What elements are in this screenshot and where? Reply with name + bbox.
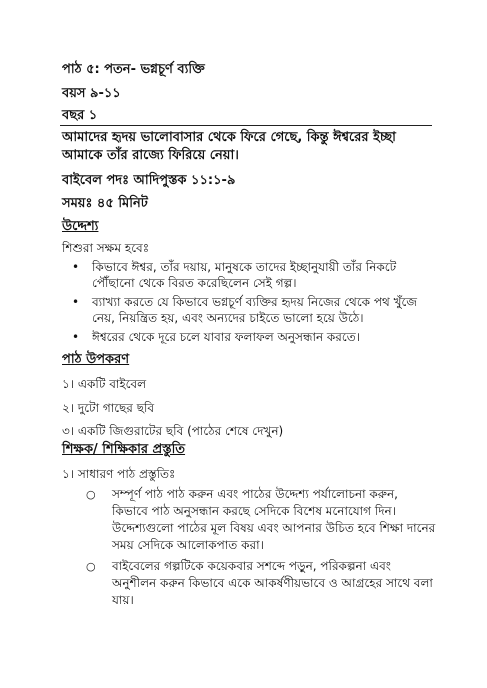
objectives-intro: শিশুরা সক্ষম হবেঃ (62, 241, 150, 255)
objective-text: ব্যাখ্যা করতে যে কিভাবে ভগ্নচূর্ণ ব্যক্তির হৃদয় নিজের থেকে পথ খুঁজে নেয়, নিয়ন্ত্রিত হয়, এবং অন্যদের চাইতে ভালো হয়ে উঠে। (92, 295, 418, 325)
objective-text: কিভাবে ঈশ্বর, তাঁর দয়ায়, মানুষকে তাদের ইচ্ছানুযায়ী তাঁর নিকটে পৌঁছানো থেকে বিরত করেছিলেন সেই গল্প। (92, 260, 397, 290)
material-item: ২। দুটো গাছের ছবি (62, 401, 155, 415)
lesson-duration: সময়ঃ ৪৫ মিনিট (62, 196, 148, 211)
material-item: ১। একটি বাইবেল (62, 377, 147, 391)
prep-text: বাইবেলের গল্পটিকে কয়েকবার সশব্দে পড়ুন, পরিকল্পনা এবং অনুশীলন করুন কিভাবে একে আকর্ষণীয়ভাবে ও আগ্রহের সাথে বলা যায়। (112, 559, 433, 607)
list-item (62, 329, 437, 345)
materials-heading: পাঠ উপকরণ (62, 352, 130, 367)
material-item: ৩। একটি জিগুরাটের ছবি (পাঠের শেষে দেখুন) (62, 424, 284, 438)
bullet-dot-icon: • (72, 330, 80, 344)
bullet-dot-icon: • (72, 260, 80, 274)
teacher-prep-heading: শিক্ষক/ শিক্ষিকার প্রস্তুতি (62, 442, 186, 457)
list-item (62, 259, 437, 291)
hollow-circle-icon: ○ (86, 488, 96, 501)
teacher-prep-list (84, 486, 436, 613)
year-label: বছর ১ (62, 108, 98, 123)
prep-text: সম্পূর্ণ পাঠ পাঠ করুন এবং পাঠের উদ্দেশ্য পর্যালোচনা করুন, কিভাবে পাঠ অনুসন্ধান করছে সেদিকে বিশেষ মনোযোগ দিন। উদ্দেশ্যগুলো পাঠের মূল বিষয় এবং আপনার উচিত হবে শিক্ষা দানের সময় সেদিকে আলোকপাত করা। (112, 487, 436, 552)
bullet-dot-icon: • (72, 295, 80, 309)
objectives-heading: উদ্দেশ্য (62, 219, 99, 234)
objectives-list (62, 259, 437, 348)
lesson-title: পাঠ ৫: পতন- ভগ্নচূর্ণ ব্যক্তি (62, 62, 205, 77)
list-item (84, 558, 436, 609)
list-item (84, 486, 436, 554)
objective-text: ঈশ্বরের থেকে দূরে চলে যাবার ফলাফল অনুসন্ধান করতে। (92, 330, 361, 344)
teacher-prep-intro: ১। সাধারণ পাঠ প্রস্তুতিঃ (62, 467, 176, 481)
divider-line (60, 125, 432, 126)
age-range: বয়স ৯-১১ (62, 86, 121, 101)
list-item (62, 294, 437, 326)
hollow-circle-icon: ○ (86, 560, 96, 573)
lesson-summary: আমাদের হৃদয় ভালোবাসার থেকে ফিরে গেছে, কিন্তু ঈশ্বরের ইচ্ছা আমাকে তাঁর রাজ্যে ফিরিয়ে নেয়া। (62, 130, 396, 163)
bible-passage: বাইবেল পদঃ আদিপুস্তক ১১:১-৯ (62, 173, 236, 188)
